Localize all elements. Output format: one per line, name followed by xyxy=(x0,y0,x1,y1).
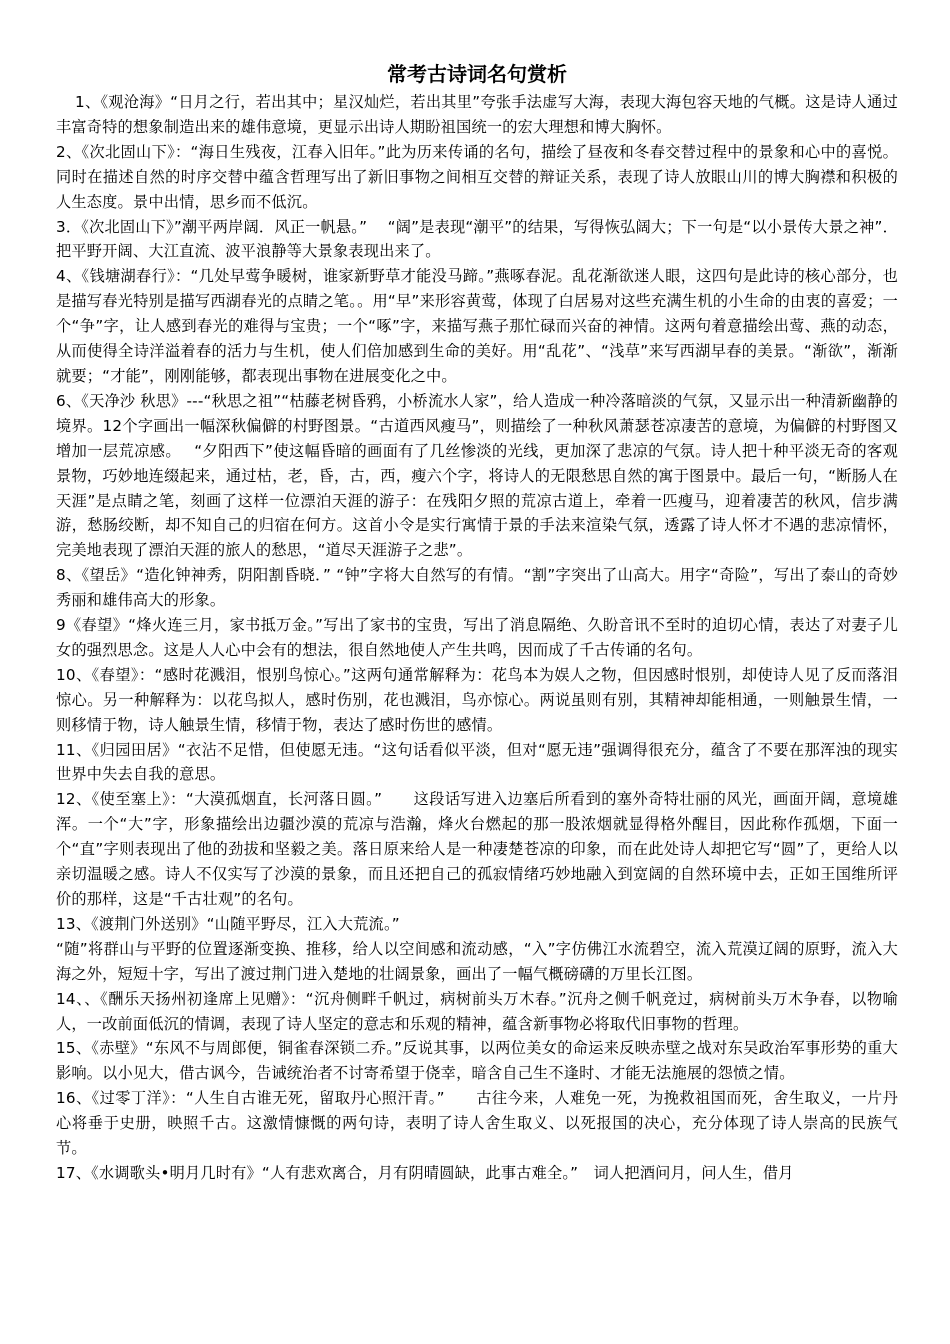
paragraph-15: 15、《赤壁》“东风不与周郎便，铜雀春深锁二乔。”反说其事，以两位美女的命运来反映赤壁之战对东吴政治军事形势的重大影响。以小见大，借古讽今，告诫统治者不讨寄希望于侥幸，暗含自己生不逢时、才能无法施展的怨愤之情。 xyxy=(56,1039,898,1083)
paragraph-11: 11、《归园田居》“衣沾不足惜，但使愿无违。“这句话看似平淡，但对“愿无违”强调得很充分，蕴含了不要在那浑浊的现实世界中失去自我的意思。 xyxy=(56,740,898,784)
paragraph-17: 17、《水调歌头•明月几时有》“人有悲欢离合，月有阴晴圆缺，此事古难全。” 词人把酒问月，问人生，借月 xyxy=(56,1163,794,1182)
paragraph-13: 13、《渡荆门外送别》“山随平野尽，江入大荒流。” xyxy=(56,914,400,933)
paragraph-4: 4、《钱塘湖春行》：“几处早莺争暖树，谁家新野草才能没马蹄。”燕啄春泥。乱花渐欲迷人眼，这四句是此诗的核心部分，也是描写春光特别是描写西湖春光的点睛之笔。。用“早”来形容黄莺，体现了白居易对这些充满生机的小生命的由衷的喜爱；一个“争”字，让人感到春光的难得与宝贵；一个“啄”字，来描写燕子那忙碌而兴奋的神情。这两句着意描绘出莺、燕的动态，从而使得全诗洋溢着春的活力与生机，使人们倍加感到生命的美好。用“乱花”、“浅草”来写西湖早春的美景。“渐欲”，渐渐就要；“才能”，刚刚能够，都表现出事物在进展变化之中。 xyxy=(56,267,898,385)
paragraph-2: 2、《次北固山下》：“海日生残夜，江春入旧年。”此为历来传诵的名句，描绘了昼夜和冬春交替过程中的景象和心中的喜悦。同时在描述自然的时序交替中蕴含哲理写出了新旧事物之间相互交替的辩证关系，表现了诗人放眼山川的博大胸襟和积极的人生态度。景中出情，思乡而不低沉。 xyxy=(56,142,898,211)
paragraph-9: 9《春望》“烽火连三月，家书抵万金。”写出了家书的宝贵，写出了消息隔绝、久盼音讯不至时的迫切心情，表达了对妻子儿女的强烈思念。这是人人心中会有的想法，很自然地使人产生共鸣，因而成了千古传诵的名句。 xyxy=(56,616,898,659)
paragraph-6: 6、《天净沙 秋思》---“秋思之祖”“枯藤老树昏鸦，小桥流水人家”，给人造成一种冷落暗淡的气氛，又显示出一种清新幽静的境界。12个字画出一幅深秋偏僻的村野图景。“古道西风瘦马”，则描绘了一种秋风萧瑟苍凉凄苦的意境，为偏僻的村野图又增加一层荒凉感。 “夕阳西下”使这幅昏暗的画面有了几丝惨淡的光线，更加深了悲凉的气氛。诗人把十种平淡无奇的客观景物，巧妙地连缀起来，通过枯，老，昏，古，西，瘦六个字，将诗人的无限愁思自然的寓于图景中。最后一句，“断肠人在天涯”是点睛之笔，刻画了这样一位漂泊天涯的游子：在残阳夕照的荒凉古道上，牵着一匹瘦马，迎着凄苦的秋风，信步满游，愁肠绞断，却不知自己的归宿在何方。这首小令是实行寓情于景的手法来渲染气氛，透露了诗人怀才不遇的悲凉情怀，完美地表现了漂泊天涯的旅人的愁思，“道尽天涯游子之悲”。 xyxy=(56,391,898,560)
document-page xyxy=(56,58,898,1186)
document-title: 常考古诗词名句赏析 xyxy=(387,62,567,86)
paragraph-16: 16、《过零丁洋》：“人生自古谁无死，留取丹心照汗青。” 古往今来，人难免一死，为挽救祖国而死，舍生取义，一片丹心将垂于史册，映照千古。这激情慷慨的两句诗，表明了诗人舍生取义、以死报国的决心，充分体现了诗人崇高的民族气节。 xyxy=(56,1089,898,1158)
paragraph-10: 10、《春望》：“感时花溅泪，恨别鸟惊心。”这两句通常解释为：花鸟本为娱人之物，但因感时恨别，却使诗人见了反而落泪惊心。另一种解释为：以花鸟拟人，感时伤别，花也溅泪，鸟亦惊心。两说虽则有别，其精神却能相通，一则触景生情，一则移情于物，诗人触景生情，移情于物，表达了感时伤世的感情。 xyxy=(56,665,898,734)
paragraph-3: 3．《次北固山下》”潮平两岸阔．风正一帆悬。” “阔”是表现“潮平”的结果，写得恢弘阔大；下一句是“以小景传大景之神”．把平野开阔、大江直流、波平浪静等大景象表现出来了。 xyxy=(56,217,898,261)
paragraph-12: 12、《使至塞上》：“大漠孤烟直，长河落日圆。” 这段话写进入边塞后所看到的塞外奇特壮丽的风光，画面开阔，意境雄浑。一个“大”字，形象描绘出边疆沙漠的荒凉与浩瀚，烽火台燃起的那一股浓烟就显得格外醒目，因此称作孤烟，下面一个“直”字则表现出了他的劲拔和坚毅之美。落日原来给人是一种凄楚苍凉的印象，而在此处诗人却把它写“圆”了，更给人以亲切温暖之感。诗人不仅实写了沙漠的景象，而且还把自己的孤寂情绪巧妙地融入到宽阔的自然环境中去，正如王国维所评价的那样，这是“千古壮观”的名句。 xyxy=(56,790,898,908)
paragraph-8: 8、《望岳》“造化钟神秀，阴阳割昏晓．” “钟”字将大自然写的有情。“割”字突出了山高大。用字“奇险”，写出了泰山的奇妙秀丽和雄伟高大的形象。 xyxy=(56,566,898,610)
paragraph-14: 14、、《酬乐天扬州初逢席上见赠》：“沉舟侧畔千帆过，病树前头万木春。”沉舟之侧千帆竞过，病树前头万木争春，以物喻人，一改前面低沉的情调，表现了诗人坚定的意志和乐观的精神，蕴含新事物必将取代旧事物的哲理。 xyxy=(56,989,898,1033)
paragraph-1: 1、《观沧海》“日月之行，若出其中；星汉灿烂，若出其里”夸张手法虚写大海，表现大海包容天地的气概。这是诗人通过丰富奇特的想象制造出来的雄伟意境，更显示出诗人期盼祖国统一的宏大理想和博大胸怀。 xyxy=(56,93,898,136)
paragraph-13-commentary: “随”将群山与平野的位置逐渐变换、推移，给人以空间感和流动感，“入”字仿佛江水流碧空，流入荒漠辽阔的原野，流入大海之外，短短十字，写出了渡过荆门进入楚地的壮阔景象，画出了一幅气概磅礴的万里长江图。 xyxy=(56,939,898,983)
